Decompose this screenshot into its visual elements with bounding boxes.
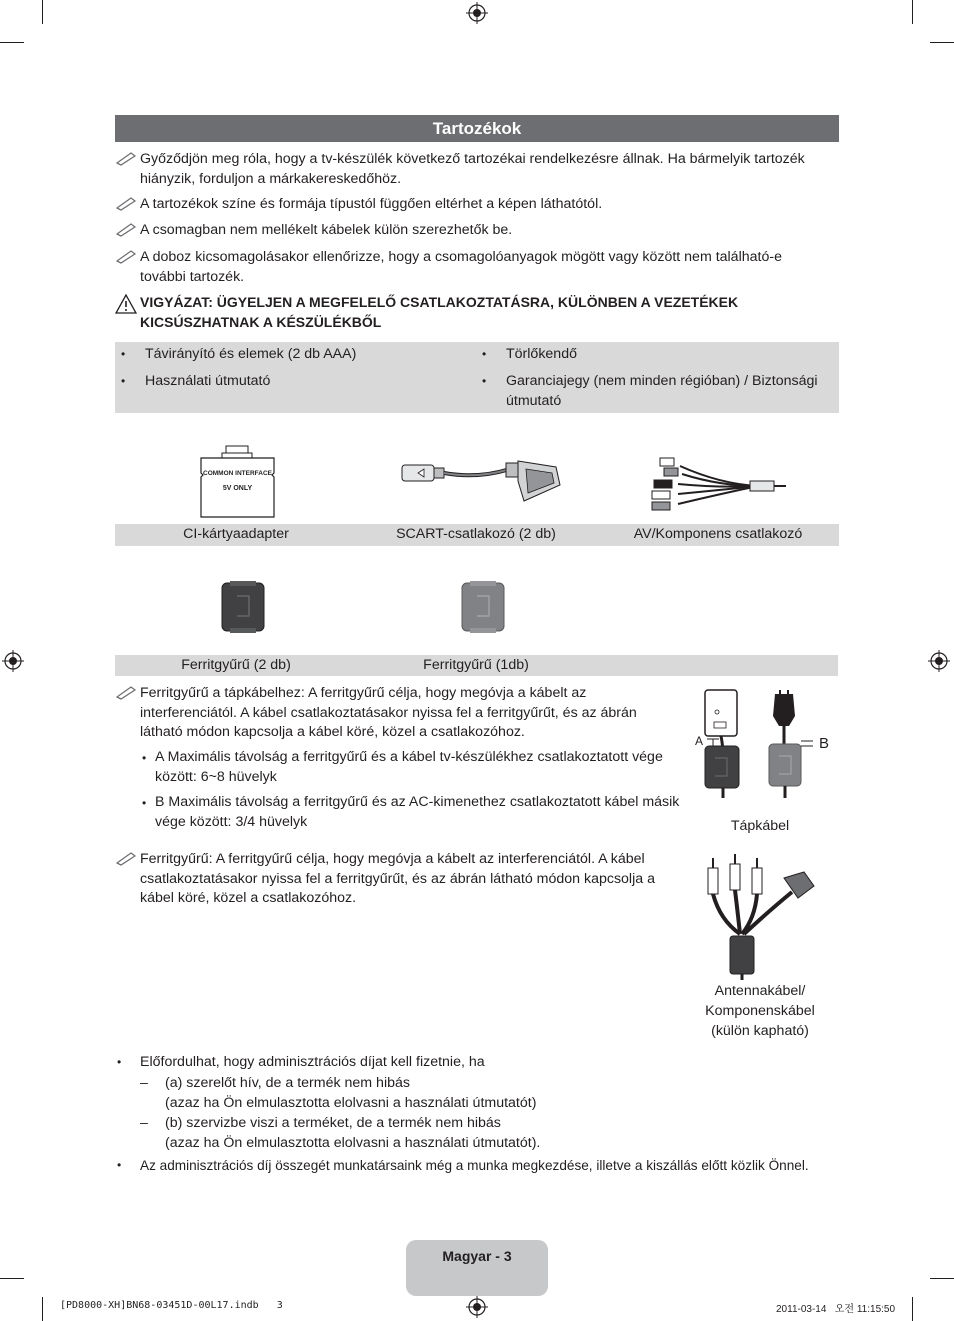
ferrite-item-a — [155, 748, 685, 787]
ci-adapter-label: COMMON INTERFACE — [203, 470, 272, 477]
antenna-caption-line: (külön kapható) — [711, 1023, 809, 1039]
dash-icon: – — [140, 1075, 148, 1091]
crop-mark — [42, 1297, 43, 1321]
caption-ferrite-1: Ferritgyűrű (1db) — [423, 657, 529, 673]
fees-item-b: (b) szervizbe viszi a terméket, de a termék nem hibás — [165, 1115, 501, 1131]
dash-icon: – — [140, 1115, 148, 1131]
registration-mark-icon — [466, 1296, 488, 1318]
antenna-component-cable-image — [700, 850, 825, 980]
note-pencil-icon — [116, 195, 138, 211]
accessory-item: Távirányító és elemek (2 db AAA) — [145, 346, 357, 362]
crop-mark — [0, 42, 24, 43]
registration-mark-icon — [928, 650, 950, 672]
fees-item-b-detail: (azaz ha Ön elmulasztotta elolvasni a használati útmutatót). — [165, 1135, 541, 1151]
note-pencil-icon — [116, 221, 138, 237]
antenna-caption-line: Antennakábel/ — [714, 983, 806, 999]
antenna-caption-line: Komponenskábel — [705, 1003, 815, 1019]
ci-adapter-label: 5V ONLY — [222, 485, 253, 492]
bullet-icon: • — [117, 1158, 122, 1172]
power-cable-label-a: A — [695, 734, 704, 748]
crop-mark — [912, 0, 913, 24]
accessory-item: Törlőkendő — [506, 346, 577, 362]
accessory-item: Garanciajegy (nem minden régióban) / Biztonsági útmutató — [506, 373, 818, 409]
caption-ci-adapter: CI-kártyaadapter — [183, 526, 289, 542]
av-component-connector-image — [640, 448, 790, 518]
footer-file-info: [PD8000-XH]BN68-03451D-00L17.indb 3 — [60, 1300, 283, 1311]
crop-mark — [0, 1278, 24, 1279]
ferrite-item-text: Maximális távolság a ferritgyűrű és a kábel tv-készülékhez csatlakoztatott vége között: 6~8 hüvelyk — [155, 749, 663, 785]
ferrite-core-dark-image — [220, 580, 266, 634]
accessory-item: Használati útmutató — [145, 373, 271, 389]
page-label: Magyar - 3 — [442, 1248, 512, 1264]
power-cable-caption: Tápkábel — [730, 818, 790, 834]
registration-mark-icon — [466, 2, 488, 24]
power-cable-image — [693, 686, 833, 801]
caption-scart: SCART-csatlakozó (2 db) — [396, 526, 556, 542]
crop-mark — [930, 42, 954, 43]
power-cable-label-b: B — [819, 735, 830, 752]
ferrite-core-gray-image — [460, 580, 506, 634]
ferrite-power-note: Ferritgyűrű a tápkábelhez: A ferritgyűrű célja, hogy megóvja a kábelt az interferenciától. A kábel csatlakoztatásakor nyissa fel a ferritgyűrűt, és az ábrán látható módon kapcsolja a kábel köré, közel a csatlakozóhoz. — [140, 685, 637, 740]
ferrite-item-letter: A — [155, 749, 164, 765]
registration-mark-icon — [2, 650, 24, 672]
ci-card-adapter-image — [195, 445, 280, 520]
note-pencil-icon — [116, 150, 138, 166]
ferrite-general-note: Ferritgyűrű: A ferritgyűrű célja, hogy megóvja a kábelt az interferenciától. A kábel csatlakoztatásakor nyissa fel a ferritgyűrűt, és az ábrán látható módon kapcsolja a kábel köré, közel a csatlakozóhoz. — [140, 851, 655, 906]
caution-text: VIGYÁZAT: ÜGYELJEN A MEGFELELŐ CSATLAKOZTATÁSRA, KÜLÖNBEN A VEZETÉKEK KICSÚSZHATNAK A KÉSZÜLÉKBŐL — [140, 294, 739, 330]
ferrite-item-letter: B — [155, 794, 165, 810]
bullet-icon: • — [482, 347, 487, 361]
fees-last: Az adminisztrációs díj összegét munkatársaink még a munka megkezdése, illetve a kiszállás előtt közlik Önnel. — [140, 1158, 809, 1173]
ferrite-item-b — [155, 793, 685, 832]
section-header-bar — [115, 115, 839, 142]
footer-timestamp: 2011-03-14 오전 11:15:50 — [776, 1304, 896, 1315]
scart-connector-image — [398, 455, 563, 505]
bullet-icon: • — [121, 374, 126, 388]
note-text: A doboz kicsomagolásakor ellenőrizze, hogy a csomagolóanyagok mögött vagy között nem található-e további tartozék. — [140, 249, 782, 285]
note-text: Győződjön meg róla, hogy a tv-készülék következő tartozékai rendelkezésre állnak. Ha bármelyik tartozék hiányzik, forduljon a márkakereskedőhöz. — [140, 151, 805, 187]
crop-mark — [912, 1297, 913, 1321]
bullet-icon: • — [482, 374, 487, 388]
bullet-icon: • — [142, 796, 147, 810]
ferrite-item-text: Maximális távolság a ferritgyűrű és az AC-kimenethez csatlakoztatott kábel másik vége között: 3/4 hüvelyk — [155, 794, 680, 830]
caption-av-component: AV/Komponens csatlakozó — [633, 526, 803, 542]
warning-triangle-icon — [115, 294, 137, 314]
bullet-icon: • — [142, 751, 147, 765]
fees-item-a: (a) szerelőt hív, de a termék nem hibás — [165, 1075, 410, 1091]
note-pencil-icon — [116, 850, 138, 866]
section-title: Tartozékok — [432, 119, 522, 138]
fees-intro: Előfordulhat, hogy adminisztrációs díjat kell fizetnie, ha — [140, 1054, 485, 1070]
crop-mark — [42, 0, 43, 24]
note-pencil-icon — [116, 248, 138, 264]
note-text: A tartozékok színe és formája típustól függően eltérhet a képen láthatótól. — [140, 196, 603, 212]
caption-ferrite-2: Ferritgyűrű (2 db) — [181, 657, 291, 673]
bullet-icon: • — [117, 1055, 122, 1069]
note-pencil-icon — [116, 684, 138, 700]
crop-mark — [930, 1278, 954, 1279]
note-text: A csomagban nem mellékelt kábelek külön szerezhetők be. — [140, 222, 513, 238]
fees-item-a-detail: (azaz ha Ön elmulasztotta elolvasni a használati útmutatót) — [165, 1095, 537, 1111]
bullet-icon: • — [121, 347, 126, 361]
